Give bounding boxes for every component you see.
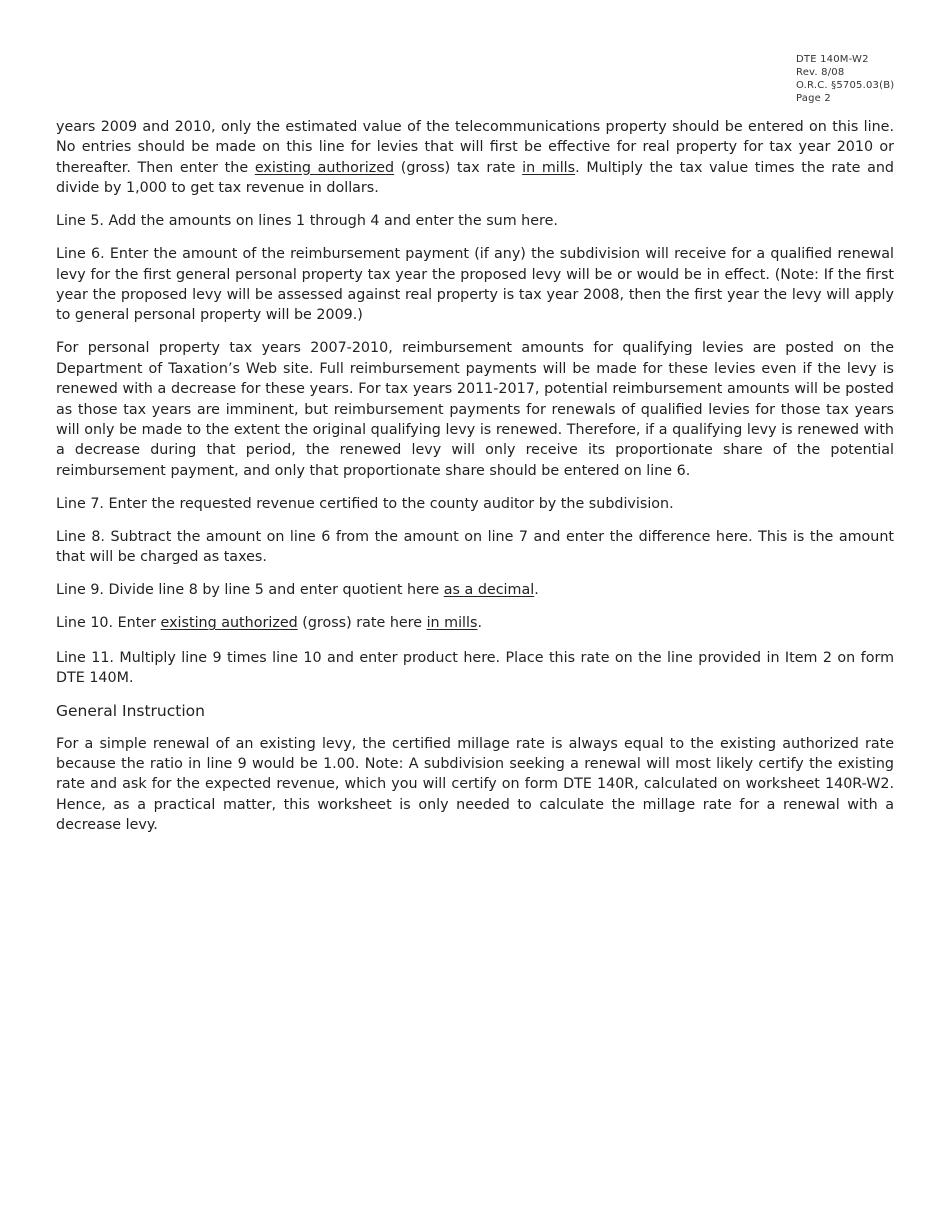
line4-continuation: years 2009 and 2010, only the estimated value of the telecommunications property should be entered on this line. No entries should be made on this line for levies that will first be effective for real property for tax year 2010 or thereafter. Then enter the existing authorized (gross) tax rate in mills. Multiply the tax value times the rate and divide by 1,000 to get tax revenue in dollars. xyxy=(56,119,894,197)
general-instruction-heading: General Instruction xyxy=(56,702,205,721)
page-number: Page 2 xyxy=(796,93,831,104)
underlined-in-mills: in mills xyxy=(426,615,478,632)
form-id: DTE 140M-W2 xyxy=(796,54,869,65)
underlined-as-a-decimal: as a decimal xyxy=(443,582,535,599)
orc-reference: O.R.C. §5705.03(B) xyxy=(796,80,895,91)
line6-instruction: Line 6. Enter the amount of the reimbursement payment (if any) the subdivision will receive for a qualified renewal levy for the first general personal property tax year the proposed levy will be or would be in effect. (Note: If the first year the proposed levy will be assessed against real property is tax year 2008, then the first year the levy will apply to general personal property will be 2009.) xyxy=(56,246,894,324)
line9-instruction: Line 9. Divide line 8 by line 5 and enter quotient here as a decimal. xyxy=(56,582,539,599)
line10-instruction: Line 10. Enter existing authorized (gross) rate here in mills. xyxy=(56,615,482,632)
reimbursement-paragraph: For personal property tax years 2007-2010, reimbursement amounts for qualifying levies are posted on the Department of Taxation’s Web site. Full reimbursement payments will be made for these levies even if the levy is renewed with a decrease for these years. For tax years 2011-2017, potential reimbursement amounts will be posted as those tax years are imminent, but reimbursement payments for renewals of qualified levies for those tax years will only be made to the extent the original qualifying levy is renewed. Therefore, if a qualifying levy is renewed with a decrease during that period, the renewed levy will only receive its proportionate share of the potential reimbursement payment, and only that proportionate share should be entered on line 6. xyxy=(56,340,894,479)
line11-instruction: Line 11. Multiply line 9 times line 10 and enter product here. Place this rate on the line provided in Item 2 on form DTE 140M. xyxy=(56,649,894,687)
line5-instruction: Line 5. Add the amounts on lines 1 through 4 and enter the sum here. xyxy=(56,213,558,230)
line8-instruction: Line 8. Subtract the amount on line 6 from the amount on line 7 and enter the difference here. This is the amount that will be charged as taxes. xyxy=(56,528,894,566)
general-instruction-text: For a simple renewal of an existing levy, the certified millage rate is always equal to the existing authorized rate because the ratio in line 9 would be 1.00. Note: A subdivision seeking a renewal will most likely certify the existing rate and ask for the expected revenue, which you will certify on form DTE 140R, calculated on worksheet 140R-W2. Hence, as a practical matter, this worksheet is only needed to calculate the millage rate for a renewal with a decrease levy. xyxy=(56,735,894,834)
underlined-in-mills: in mills xyxy=(522,159,576,176)
instructions-body xyxy=(56,117,894,848)
form-revision: Rev. 8/08 xyxy=(796,67,845,78)
form-header xyxy=(796,53,894,105)
underlined-existing-authorized: existing authorized xyxy=(254,159,395,176)
line7-instruction: Line 7. Enter the requested revenue certified to the county auditor by the subdivision. xyxy=(56,495,674,512)
underlined-existing-authorized: existing authorized xyxy=(160,615,298,632)
